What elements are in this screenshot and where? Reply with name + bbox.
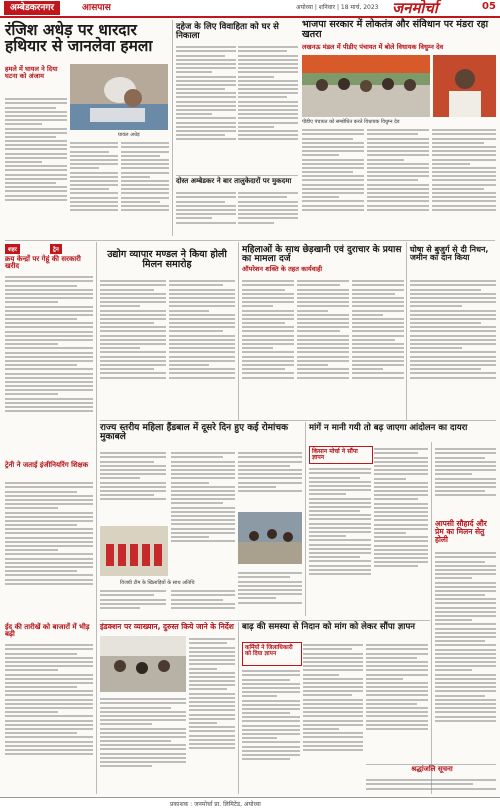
headline-induction: इंडक्शन पर व्याख्यान, दुरुस्त किये जाने के निर्देश [100, 622, 234, 631]
body-text-assault-2 [70, 140, 118, 236]
photo-injured-man [70, 64, 168, 130]
photo-lecture [100, 636, 186, 692]
body-text-trainee [5, 480, 93, 620]
photo-handball-match [238, 512, 302, 564]
body-text-flood-1 [242, 668, 300, 794]
photo-meeting [302, 55, 430, 117]
body-text-harmony-top [435, 446, 496, 516]
tag-city: शहर [5, 244, 20, 254]
body-text-flood-2 [303, 642, 363, 794]
photo-caption-democracy: पीडीए पंचायत को सम्बोधित करते विधायक विधुम्न देव [302, 119, 400, 125]
photo-speaker [433, 55, 496, 117]
column-rule [238, 622, 239, 794]
body-text-case-2 [238, 190, 298, 236]
body-text-case-1 [176, 190, 236, 236]
kicker-assault: हमले में घायल ने दिया घटना को अंजाम [5, 65, 58, 80]
kicker-flood: कर्मियों ने जिलाधिकारी को दिया ज्ञापन [245, 645, 293, 658]
body-text-women-2 [297, 278, 349, 416]
headline-democracy: भाजपा सरकार में लोकतंत्र और संविधान पर मंडरा रहा खतरा [302, 19, 489, 40]
body-text-agitation-1 [309, 466, 371, 616]
headline-assault: रंजिश अधेड़ पर धारदार हथियार से जानलेवा हमला [5, 21, 153, 56]
photo-lecture-image [100, 636, 186, 692]
tag-train: ट्रेन [50, 244, 62, 254]
body-text-handball-2 [171, 450, 235, 578]
photo-caption-assault: घायल अधेड़ [118, 132, 140, 138]
body-text-harmony [435, 550, 496, 794]
newspaper-logo: जनमोर्चा [392, 0, 438, 17]
page-number: 05 [482, 1, 496, 12]
body-text-handball-6 [238, 570, 302, 616]
column-rule [431, 442, 432, 794]
subhead-democracy: लखनऊ मंडल में पीडीए पंचायत में बोले विधायक विधुम्न देव [302, 43, 444, 51]
headline-eid: ईद की तारीखें को बाजारों में भीड़ बढ़ी [5, 623, 90, 639]
photo-meeting-image [302, 55, 430, 117]
headline-wheat: क्रय केन्द्रों पर गेहूं की सरकारी खरीद [5, 255, 81, 271]
headline-women-case: महिलाओं के साथ छेड़खानी एवं दुराचार के प्रयास का मामला दर्ज [242, 245, 402, 265]
headline-dowry: दहेज के लिए विवाहिता को घर से निकाला [176, 22, 279, 41]
headline-harmony: आपसी सौहार्द और प्रेम का मिलन सेतु होली [435, 519, 487, 544]
body-text-assault-1 [5, 96, 67, 236]
body-text-women-3 [352, 278, 404, 416]
column-rule [238, 242, 239, 420]
body-text-induction-2 [189, 636, 235, 794]
body-text-land [410, 278, 496, 416]
body-text-dowry-2 [238, 44, 298, 172]
body-text-handball-1 [100, 450, 166, 522]
body-text-handball-4 [100, 588, 166, 616]
photo-handball-team-image [100, 526, 168, 576]
footer-strip [0, 797, 500, 810]
footer-text: प्रकाशक : जनमोर्चा प्रा. लिमिटेड, अयोध्या [170, 801, 261, 808]
section-header-bar [0, 0, 500, 18]
rule [176, 175, 298, 176]
rule [5, 240, 495, 241]
subsection-label: आसपास [82, 3, 111, 13]
column-rule [172, 20, 173, 236]
photo-caption-handball: विजयी टीम के खिलाड़ियों के साथ अतिथि [120, 580, 195, 586]
headline-case: दोस्त अम्बेडकर ने बार तालुकेदारों पर मुकदमा [176, 177, 292, 185]
photo-speaker-image [433, 55, 496, 117]
rule [100, 620, 430, 621]
body-text-democracy-1 [302, 127, 364, 236]
body-text-women-1 [242, 278, 294, 416]
body-text-agitation-2 [374, 446, 428, 616]
kicker-agitation: किसान मोर्चा ने सौंपा ज्ञापन [312, 448, 358, 462]
photo-handball-team [100, 526, 168, 576]
body-text-democracy-3 [432, 127, 496, 236]
body-text-handball-3 [238, 450, 302, 510]
photo-injured-man-image [70, 64, 168, 130]
column-rule [96, 242, 97, 794]
body-text-obituary [366, 777, 496, 795]
body-text-holi-1 [100, 278, 166, 416]
headline-holi: उद्योग व्यापार मण्डल ने किया होली मिलन समारोह [107, 249, 227, 270]
body-text-democracy-2 [367, 127, 429, 236]
body-text-handball-5 [171, 588, 235, 616]
body-text-wheat [5, 274, 93, 456]
body-text-induction-1 [100, 696, 186, 794]
column-rule [305, 422, 306, 616]
headline-flood: बाढ़ की समस्या से निदान को मांग को लेकर सौंपा ज्ञापन [242, 622, 415, 632]
body-text-holi-2 [169, 278, 235, 416]
photo-handball-match-image [238, 512, 302, 564]
body-text-dowry-1 [176, 44, 236, 172]
section-label: अम्बेडकरनगर [4, 1, 60, 15]
body-text-flood-3 [366, 642, 428, 762]
headline-handball: राज्य स्तरीय महिला हैंडबाल में दूसरे दिन हुए कई रोमांचक मुकाबले [100, 423, 289, 443]
headline-land: घोषा से बुजुर्ग से दी निधन, जमीन का दान किया [410, 245, 489, 263]
kicker-women-case: ऑपरेशन शक्ति के तहत कार्यवाही [242, 265, 323, 273]
body-text-eid [5, 642, 93, 792]
headline-trainee: ट्रेनी ने जताई इंजीनियरिंग शिक्षक [5, 461, 89, 469]
body-text-assault-3 [121, 140, 169, 236]
headline-agitation: मांगें न मानी गयी तो बढ़ जाएगा आंदोलन का दायरा [309, 423, 468, 433]
headline-obituary: श्रद्धांजलि सूचना [411, 765, 453, 773]
rule [100, 420, 496, 421]
dateline: अयोध्या | शनिवार | 18 मार्च, 2023 [296, 4, 379, 11]
column-rule [406, 242, 407, 420]
